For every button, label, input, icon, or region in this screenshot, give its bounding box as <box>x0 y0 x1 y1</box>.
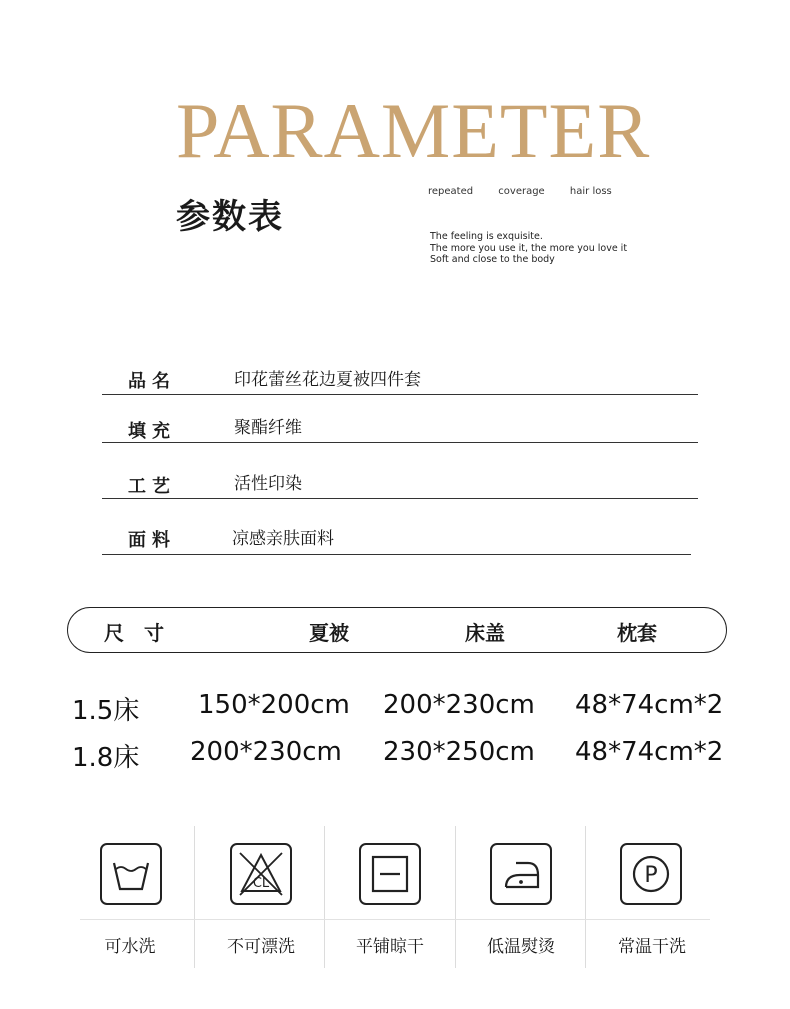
tagline-line-3: Soft and close to the body <box>430 254 555 265</box>
svg-text:CL: CL <box>252 876 270 891</box>
tag-coverage: coverage <box>498 186 545 197</box>
param-value: 凉感亲肤面料 <box>232 529 334 549</box>
care-label-iron: 低温熨烫 <box>487 937 555 957</box>
no-bleach-icon <box>230 843 292 905</box>
tagline-line-1: The feeling is exquisite. <box>430 231 543 242</box>
tagline <box>430 231 627 266</box>
tag-repeated: repeated <box>428 186 474 197</box>
size-row-1-bed: 1.5床 <box>72 696 140 726</box>
param-row-name <box>102 357 698 395</box>
tagline-line-2: The more you use it, the more you love it <box>430 242 628 254</box>
care-label-no-bleach: 不可漂洗 <box>227 937 295 957</box>
dry-clean-p-icon <box>620 843 682 905</box>
size-row-1-cover: 200*230cm <box>383 690 535 720</box>
param-row-fabric <box>102 515 691 555</box>
param-label: 工艺 <box>128 476 176 497</box>
param-row-filling <box>102 405 698 443</box>
param-value: 聚酯纤维 <box>234 418 302 438</box>
size-header-quilt: 夏被 <box>309 621 349 645</box>
tag-list <box>428 186 634 197</box>
size-row-1-pillow: 48*74cm*2 <box>575 690 724 720</box>
size-row-2-bed: 1.8床 <box>72 743 140 773</box>
care-label-dry-flat: 平铺晾干 <box>356 937 424 957</box>
tag-hair-loss: hair loss <box>569 186 612 197</box>
english-title: PARAMETER <box>176 87 651 174</box>
chinese-title: 参数表 <box>176 197 284 237</box>
size-row-1-quilt: 150*200cm <box>198 690 350 720</box>
dry-flat-icon <box>359 843 421 905</box>
care-horizontal-divider <box>80 919 710 920</box>
size-row-2-pillow: 48*74cm*2 <box>575 737 724 767</box>
iron-low-icon <box>490 843 552 905</box>
param-value: 活性印染 <box>234 474 302 494</box>
svg-text:P: P <box>644 863 658 888</box>
care-label-wash: 可水洗 <box>104 937 156 957</box>
size-row-2-cover: 230*250cm <box>383 737 535 767</box>
param-value: 印花蕾丝花边夏被四件套 <box>234 370 421 390</box>
size-header-pillowcase: 枕套 <box>617 621 657 645</box>
param-row-craft <box>102 461 698 499</box>
size-header-size: 尺 寸 <box>104 621 164 645</box>
param-label: 面料 <box>128 530 176 551</box>
param-label: 填充 <box>128 421 176 442</box>
wash-tub-icon <box>100 843 162 905</box>
size-row-2-quilt: 200*230cm <box>190 737 342 767</box>
size-header-cover: 床盖 <box>465 621 505 645</box>
param-label: 品名 <box>128 371 176 392</box>
care-label-dry-clean: 常温干洗 <box>618 937 686 957</box>
